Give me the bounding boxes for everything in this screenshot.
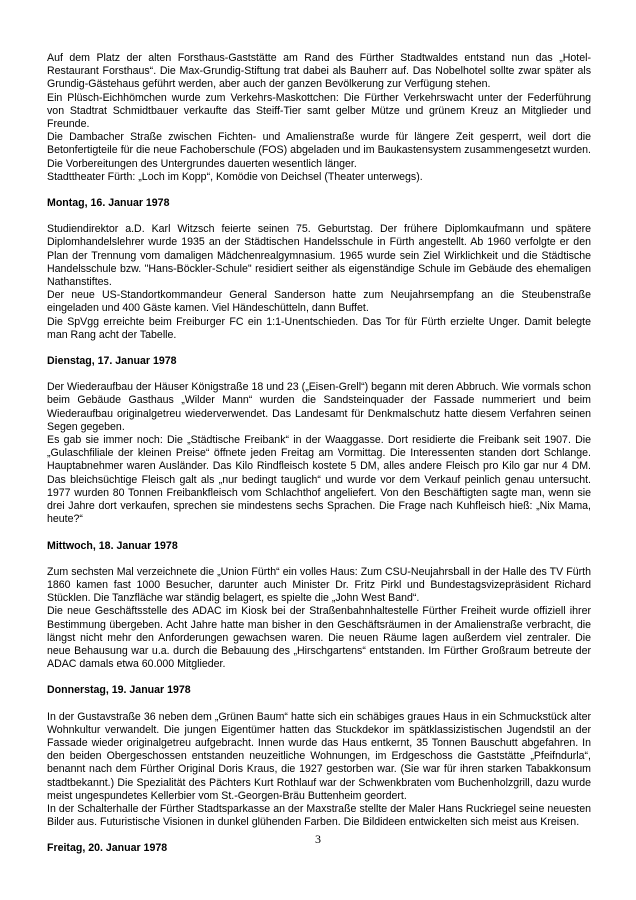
section-donnerstag bbox=[47, 684, 591, 829]
section-dienstag bbox=[47, 355, 591, 526]
paragraph: Es gab sie immer noch: Die „Städtische Freibank“ in der Waaggasse. Dort residierte die Freibank seit 1907. Die „Gulaschfiliale der kleinen Preise“ öffnete jeden Freitag am Vormittag. Die Interessenten standen dort Schlange. Hauptabnehmer waren Ausländer. Das Kilo Rindfleisch kostete 5 DM, alles andere Fleisch pro Kilo gar nur 4 DM. Das bleichsüchtige Fleisch galt als „nur bedingt tauglich“ und wurde vor dem Verkauf peinlich genau untersucht. 1977 wurden 80 Tonnen Freibankfleisch vom Schlachthof angeliefert. Von den Beschäftigten sagte man, wenn sie drei Jahre dort verkaufen, sprechen sie mindestens sechs Sprachen. Die Frage nach Kuhfleisch hieß: „Nix Mama, heute?“ bbox=[47, 434, 591, 526]
paragraph: Die SpVgg erreichte beim Freiburger FC ein 1:1-Unentschieden. Das Tor für Fürth erzielte Unger. Damit belegte man Rang acht der Tabelle. bbox=[47, 315, 591, 341]
paragraph: Die neue Geschäftsstelle des ADAC im Kiosk bei der Straßenbahnhaltestelle Fürther Freiheit wurde offiziell ihrer Bestimmung übergeben. Acht Jahre hatte man bisher in den Geschäftsräumen in der Amalienstraße verbracht, die längst nicht mehr den Anforderungen gewachsen waren. Die neuen Räume lagen außerdem viel zentraler. Die neue Behausung war u.a. durch die Bebauung des „Hirschgartens“ entstanden. Im Fürther Großraum betreute der ADAC damals etwa 60.000 Mitglieder. bbox=[47, 605, 591, 671]
intro-paragraph: Die Dambacher Straße zwischen Fichten- und Amalienstraße wurde für längere Zeit gesperrt, weil dort die Betonfertigteile für die neue Fachoberschule (FOS) abgeladen und im Baukastensystem zusammengesetzt wurden. Die Vorbereitungen des Untergrundes dauerten wesentlich länger. bbox=[47, 131, 591, 170]
document-page bbox=[47, 52, 591, 869]
section-mittwoch bbox=[47, 540, 591, 672]
intro-paragraph: Ein Plüsch-Eichhömchen wurde zum Verkehrs-Maskottchen: Die Fürther Verkehrswacht unter der Federführung von Stadtrat Schmidtbauer verkaufte das Steiff-Tier samt gelber Mütze und grünem Kreuz an Mitglieder und Freunde. bbox=[47, 91, 591, 131]
date-heading: Donnerstag, 19. Januar 1978 bbox=[47, 684, 191, 697]
paragraph: Zum sechsten Mal verzeichnete die „Union Fürth“ ein volles Haus: Zum CSU-Neujahrsball in der Halle des TV Fürth 1860 kamen fast 1000 Besucher, darunter auch Minister Dr. Fritz Pirkl und Bundestagsvizepräsident Richard Stücklen. Die Tanzfläche war ständig belagert, es spielte die „John West Band“. bbox=[47, 565, 591, 605]
intro-paragraph: Auf dem Platz der alten Forsthaus-Gaststätte am Rand des Fürther Stadtwaldes entstand nun das „Hotel-Restaurant Forsthaus“. Die Max-Grundig-Stiftung trat dabei als Bauherr auf. Das Nobelhotel sollte zwar später als Grundig-Gästehaus geführt werden, aber auch der ganzen Bevölkerung zur Verfügung stehen. bbox=[47, 52, 591, 91]
date-heading: Montag, 16. Januar 1978 bbox=[47, 197, 170, 210]
paragraph: Der neue US-Standortkommandeur General Sanderson hatte zum Neujahrsempfang an die Steubenstraße eingeladen und 400 Gäste kamen. Viel Händeschütteln, dann Buffet. bbox=[47, 289, 591, 315]
intro-paragraph: Stadttheater Fürth: „Loch im Kopp“, Komödie von Deichsel (Theater unterwegs). bbox=[47, 170, 423, 183]
date-heading: Freitag, 20. Januar 1978 bbox=[47, 842, 168, 855]
paragraph: In der Schalterhalle der Fürther Stadtsparkasse an der Maxstraße stellte der Maler Hans Ruckriegel seine neuesten Bilder aus. Futuristische Visionen in dunkel glühenden Farben. Die Bildideen entwickelten sich meist aus Kreisen. bbox=[47, 802, 591, 829]
page-number: 3 bbox=[315, 832, 321, 846]
date-heading: Dienstag, 17. Januar 1978 bbox=[47, 355, 177, 368]
paragraph: Studiendirektor a.D. Karl Witzsch feierte seinen 75. Geburtstag. Der frühere Diplomkaufmann und spätere Diplomhandelslehrer wurde 1935 an der Städtischen Handelsschule in Fürth angestellt. Ab 1960 verfolgte er den Plan der Trennung vom damaligen Mädchenrealgymnasium. 1965 wurde sein Ziel Wirklichkeit und die Städtische Handelsschule bzw. "Hans-Böckler-Schule" residiert seither als eigenständige Schule im Gebäude des ehemaligen Nathanstiftes. bbox=[47, 223, 591, 289]
date-heading: Mittwoch, 18. Januar 1978 bbox=[47, 539, 178, 552]
paragraph: In der Gustavstraße 36 neben dem „Grünen Baum“ hatte sich ein schäbiges graues Haus in ein Schmuckstück alter Wohnkultur verwandelt. Die jungen Eigentümer hatten das Stuckdekor im spätklassizistischen Jugendstil an der Fassade wieder originalgetreu aufgebracht. Innen wurde das Haus entkernt, 35 Tonnen Bauschutt abgefahren. In den beiden Obergeschossen entstanden neuzeitliche Wohnungen, im Erdgeschoss die Gaststätte „Pfeifndurla“, benannt nach dem Fürther Original Doris Kraus, die 1927 gestorben war. (Sie war für ihren starken Tabakkonsum stadtbekannt.) Die Spezialität des Pächters Kurt Rothlauf war der Schwenkbraten vom Buchenholzgrill, dazu wurde meist ungespundetes Kellerbier vom St.-Georgen-Bräu Buttenheim geordert. bbox=[47, 710, 591, 802]
section-montag bbox=[47, 197, 591, 342]
intro-section bbox=[47, 52, 591, 184]
paragraph: Der Wiederaufbau der Häuser Königstraße 18 und 23 („Eisen-Grell“) begann mit deren Abbruch. Wie vormals schon beim Gebäude Gasthaus „Wilder Mann“ wurden die Sandsteinquader der Fassade nummeriert und beim Wiederaufbau originalgetreu wiederverwendet. Das Landesamt für Denkmalschutz hatte diesem Verfahren seinen Segen gegeben. bbox=[47, 381, 591, 433]
